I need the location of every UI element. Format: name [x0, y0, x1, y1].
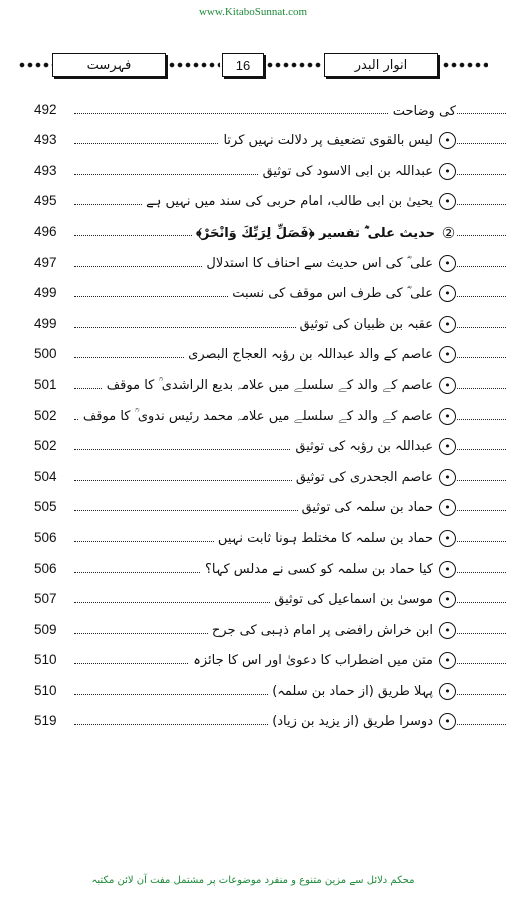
circle-dot-bullet-icon: • — [439, 346, 456, 363]
toc-entry-title: ابن خراش رافضی پر امام ذہبی کی جرح — [211, 622, 433, 638]
number-two-bullet-icon: ② — [441, 224, 456, 243]
circle-dot-bullet-icon: • — [439, 193, 456, 210]
chain-ornament-left — [18, 61, 52, 69]
toc-entry-label — [142, 193, 456, 210]
toc-entry-label — [103, 377, 456, 394]
toc-entry-title: متن میں اضطراب کا دعویٰ اور اس کا جائزہ — [193, 653, 433, 669]
toc-entry-title: عبداللہ بن ابی الاسود کی توثیق — [262, 163, 433, 179]
circle-dot-bullet-icon: • — [439, 713, 456, 730]
toc-entry — [0, 551, 506, 582]
toc-entry — [0, 612, 506, 643]
toc-page-number: 506 — [34, 560, 57, 576]
footer-text: محکم دلائل سے مزین متنوع و منفرد موضوعات پر مشتمل مفت آن لائن مکتبہ — [91, 875, 415, 886]
toc-entry — [0, 673, 506, 704]
toc-entry — [0, 429, 506, 460]
toc-entry-label — [291, 438, 456, 455]
toc-entry-label — [228, 285, 456, 302]
toc-page-number: 496 — [34, 223, 57, 239]
circle-dot-bullet-icon: • — [439, 377, 456, 394]
toc-entry — [0, 582, 506, 613]
toc-page-number: 506 — [34, 529, 57, 545]
toc-page-number: 509 — [34, 621, 57, 637]
circle-dot-bullet-icon: • — [439, 132, 456, 149]
toc-entry — [0, 398, 506, 429]
toc-entry-title: علی ؓ کی اس حدیث سے احناف کا استدلال — [206, 255, 433, 271]
toc-entry-title: عاصم کے والد کے سلسلے میں علامہ بدیع الراشدی ؒ کا موقف — [106, 377, 433, 393]
toc-entry-label — [189, 652, 456, 669]
toc-entry-title: موسیٰ بن اسماعیل کی توثیق — [274, 592, 433, 608]
circle-dot-bullet-icon: • — [439, 561, 456, 578]
toc-entry — [0, 214, 506, 245]
toc-entry — [0, 306, 506, 337]
toc-entry-title: لیس بالقوی تضعیف پر دلالت نہیں کرتا — [223, 133, 433, 149]
toc-page-number: 493 — [34, 162, 57, 178]
circle-dot-bullet-icon: • — [439, 316, 456, 333]
toc-entry — [0, 459, 506, 490]
circle-dot-bullet-icon: • — [439, 163, 456, 180]
toc-entry — [0, 520, 506, 551]
chain-ornament-mid-left — [168, 61, 220, 69]
toc-page-number: 505 — [34, 499, 57, 515]
circle-dot-bullet-icon: • — [439, 499, 456, 516]
toc-entry — [0, 643, 506, 674]
book-title: انوار البدر — [324, 53, 438, 77]
toc-entry-title: پہلا طریق (از حماد بن سلمہ) — [272, 683, 433, 699]
toc-entry-title: عقبہ بن ظبیان کی توثیق — [299, 316, 433, 332]
circle-dot-bullet-icon: • — [439, 652, 456, 669]
toc-page-number: 501 — [34, 376, 57, 392]
circle-dot-bullet-icon: • — [439, 438, 456, 455]
toc-page-number: 504 — [34, 468, 57, 484]
circle-dot-bullet-icon: • — [439, 591, 456, 608]
toc-entry — [0, 123, 506, 154]
circle-dot-bullet-icon: • — [439, 683, 456, 700]
toc-page-number: 492 — [34, 101, 57, 117]
toc-page-number: 507 — [34, 591, 57, 607]
toc-entry — [0, 490, 506, 521]
toc-page-number: 510 — [34, 652, 57, 668]
chain-ornament-mid-right — [266, 61, 322, 69]
toc-page-number: 510 — [34, 682, 57, 698]
toc-entry — [0, 367, 506, 398]
circle-dot-bullet-icon: • — [439, 285, 456, 302]
circle-dot-bullet-icon: • — [439, 622, 456, 639]
toc-entry-label — [268, 683, 456, 700]
toc-entry — [0, 337, 506, 368]
toc-page-number: 497 — [34, 254, 57, 270]
toc-entry — [0, 276, 506, 307]
toc-entry-label — [192, 226, 456, 241]
toc-entry-label — [202, 255, 456, 272]
toc-entry-title: کیا حماد بن سلمہ کو کسی نے مدلس کہا؟ — [204, 561, 433, 577]
chain-ornament-right — [442, 61, 488, 69]
toc-entry-title: دوسرا طریق (از یزید بن زیاد) — [272, 714, 433, 730]
toc-page-number: 502 — [34, 438, 57, 454]
circle-dot-bullet-icon: • — [439, 530, 456, 547]
toc-entry-title: علی ؓ کی طرف اس موقف کی نسبت — [232, 286, 433, 302]
table-of-contents — [0, 92, 506, 734]
toc-entry-title: حماد بن سلمہ کا مختلط ہونا ثابت نہیں — [217, 530, 433, 546]
toc-entry-title: عبداللہ بن رؤبہ کی توثیق — [295, 439, 433, 455]
section-label: فہرست — [52, 53, 166, 77]
toc-entry — [0, 245, 506, 276]
toc-entry-label — [270, 591, 456, 608]
toc-page-number: 499 — [34, 315, 57, 331]
toc-entry-title: کی وضاحت — [392, 103, 456, 119]
toc-entry-label — [214, 530, 456, 547]
toc-entry-label — [389, 104, 456, 119]
toc-entry-label — [268, 713, 456, 730]
toc-entry-title: حدیث علی ؓ تفسیر ﴿فَصَلِّ لِرَبِّكَ وَانْحَرْ﴾ — [196, 225, 435, 241]
toc-entry-label — [184, 346, 456, 363]
toc-page-number: 495 — [34, 193, 57, 209]
toc-entry-title: عاصم کے والد کے سلسلے میں علامہ محمد رئیس ندوی ؒ کا موقف — [82, 408, 433, 424]
toc-entry-title: عاصم کے والد عبداللہ بن رؤبہ العجاج البصری — [188, 347, 433, 363]
toc-entry-label — [201, 561, 456, 578]
toc-entry-title: عاصم الجحدری کی توثیق — [295, 469, 433, 485]
toc-page-number: 499 — [34, 285, 57, 301]
toc-page-number: 519 — [34, 713, 57, 729]
toc-entry-label — [292, 469, 456, 486]
toc-entry — [0, 92, 506, 123]
toc-entry — [0, 153, 506, 184]
toc-entry-label — [79, 408, 456, 425]
toc-entry-label — [219, 132, 456, 149]
toc-page-number: 493 — [34, 132, 57, 148]
circle-dot-bullet-icon: • — [439, 255, 456, 272]
toc-entry-label — [259, 163, 456, 180]
toc-entry-label — [208, 622, 456, 639]
toc-entry — [0, 704, 506, 735]
toc-page-number: 500 — [34, 346, 57, 362]
circle-dot-bullet-icon: • — [439, 469, 456, 486]
site-url: www.KitaboSunnat.com — [198, 6, 308, 18]
toc-page-number: 502 — [34, 407, 57, 423]
toc-entry — [0, 184, 506, 215]
toc-entry-title: یحییٰ بن ابی طالب، امام حربی کی سند میں نہیں ہے — [146, 194, 433, 210]
toc-entry-label — [296, 316, 456, 333]
toc-entry-title: حماد بن سلمہ کی توثیق — [301, 500, 433, 516]
circle-dot-bullet-icon: • — [439, 408, 456, 425]
page-number: 16 — [222, 53, 264, 77]
toc-entry-label — [298, 499, 456, 516]
page-header — [18, 52, 488, 78]
